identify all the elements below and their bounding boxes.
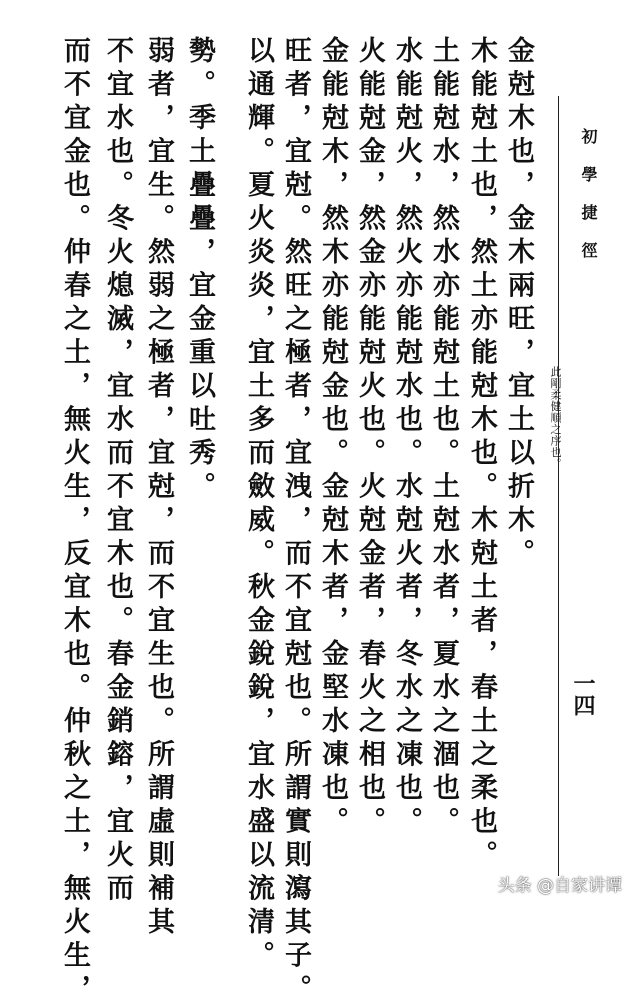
interlinear-note: 此剛柔健順之序也。	[549, 366, 562, 470]
text-column: 土能尅水，然水亦能尅土也。土尅水者，夏水之涸也。	[428, 36, 459, 840]
text-column: 以通輝。夏火炎炎，宜土多而斂威。秋金銳銳，宜水盛以流清。	[243, 36, 274, 974]
text-column: 水能尅火，然火亦能尅水也。水尅火者，冬水之凍也。	[391, 36, 422, 840]
watermark-label: 头条 @自家讲谭	[497, 876, 622, 896]
text-column: 而不宜金也。仲春之土，無火生，反宜木也。仲秋之土，無火生，	[59, 36, 90, 1008]
running-header: 初學捷徑	[579, 128, 598, 280]
text-column: 不宜水也。冬火熄滅，宜水而不宜木也。春金銷鎔，宜火而	[102, 36, 133, 907]
text-column: 弱者，宜生。然弱之極者，宜尅，而不宜生也。所謂虛則補其	[143, 36, 174, 941]
text-column: 旺者，宜尅。然旺之極者，宜洩，而不宜尅也。所謂實則瀉其子。	[280, 36, 311, 1008]
page-number: 一四	[570, 672, 596, 716]
text-column: 勢。季土疊疊，宜金重以吐秀。	[184, 36, 215, 505]
text-column: 火能尅金，然金亦能尅火也。火尅金者，春火之相也。	[354, 36, 385, 840]
text-column: 金尅木也，金木兩旺，宜土以折木。	[503, 36, 534, 572]
page-margin-rule	[558, 96, 559, 876]
text-column: 金能尅木，然木亦能尅金也。金尅木者，金堅水凍也。	[317, 36, 348, 840]
text-column: 木能尅土也，然土亦能尅木也。木尅土者，春土之柔也。	[466, 36, 497, 874]
